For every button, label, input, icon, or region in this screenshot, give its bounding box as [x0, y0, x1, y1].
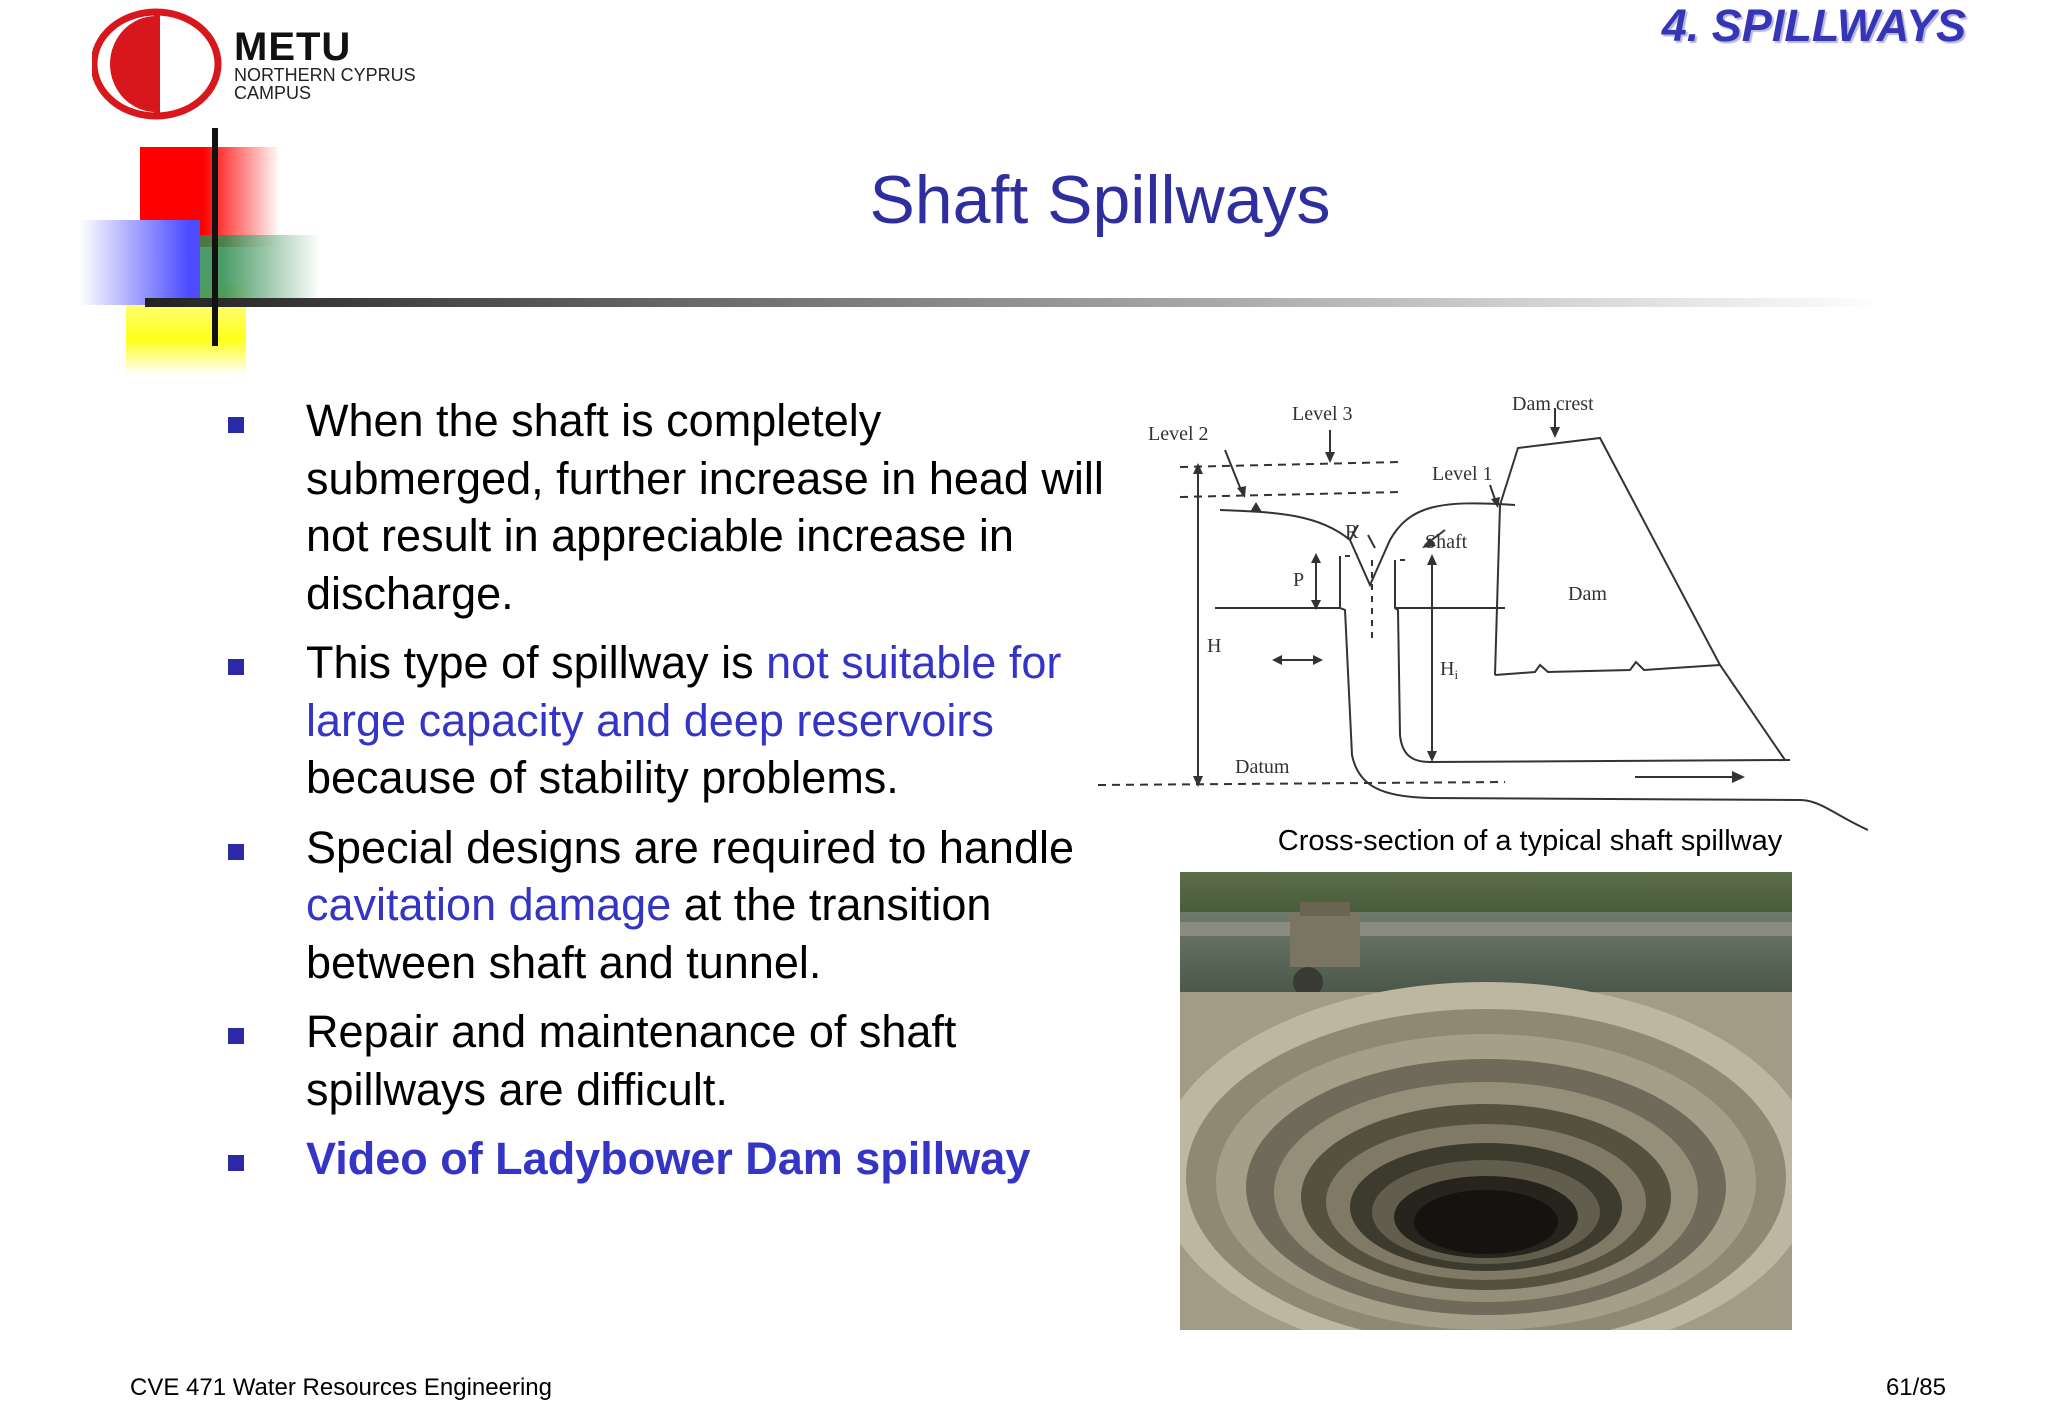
bullet-text: Repair and maintenance of shaft spillways are difficult. — [306, 1006, 957, 1115]
label-hi-sub: i — [1454, 667, 1459, 682]
bullet-text: When the shaft is completely submerged, further increase in head will not result in appreciable increase in discharge. — [306, 395, 1104, 619]
bullet-text: This type of spillway is — [306, 637, 767, 688]
spillway-photo-image — [1180, 872, 1792, 1330]
label-level3: Level 3 — [1292, 403, 1353, 425]
bullet-square-icon — [228, 844, 244, 860]
section-title: 4. SPILLWAYS — [1661, 0, 1966, 51]
label-dam-crest: Dam crest — [1512, 393, 1594, 415]
label-hi-main: H — [1440, 658, 1455, 680]
logo-text — [234, 25, 416, 103]
label-hi — [1440, 658, 1458, 682]
label-r: R — [1345, 521, 1359, 543]
footer-page-number: 61/85 — [1885, 1374, 1946, 1401]
label-h: H — [1207, 635, 1222, 657]
deco-green-square — [200, 235, 320, 305]
label-datum: Datum — [1235, 756, 1290, 778]
bullet-square-icon — [228, 1155, 244, 1171]
bullet-item — [228, 1003, 1108, 1118]
bullet-square-icon — [228, 659, 244, 675]
label-shaft: Shaft — [1425, 531, 1468, 553]
footer-course: CVE 471 Water Resources Engineering — [130, 1374, 552, 1401]
metu-emblem-icon — [92, 8, 232, 120]
metu-logo — [92, 8, 432, 120]
slide-title: Shaft Spillways — [869, 162, 1331, 238]
label-dam: Dam — [1568, 583, 1607, 605]
diagram-caption: Cross-section of a typical shaft spillway — [1277, 825, 1783, 857]
label-level2: Level 2 — [1148, 423, 1209, 445]
bullet-highlight: cavitation damage — [306, 879, 672, 930]
logo-name: METU — [234, 25, 352, 69]
bullet-item — [228, 819, 1108, 992]
bullet-item — [228, 392, 1108, 622]
bullet-text: at the transition between shaft and tunnel. — [306, 879, 992, 988]
bullet-square-icon — [228, 417, 244, 433]
bullet-item — [228, 1130, 1108, 1188]
bullet-item — [228, 634, 1108, 807]
bullet-text: Special designs are required to handle — [306, 821, 1075, 873]
bullet-list — [228, 392, 1108, 1200]
title-underline — [145, 298, 1885, 307]
video-link[interactable]: Video of Ladybower Dam spillway — [306, 1133, 1031, 1184]
label-p: P — [1293, 569, 1305, 591]
logo-line2: CAMPUS — [234, 83, 312, 103]
bullet-square-icon — [228, 1028, 244, 1044]
bullet-text: because of stability problems. — [306, 752, 899, 803]
bullet-highlight: not suitable for large capacity and deep reservoirs — [306, 637, 1062, 746]
logo-line1: NORTHERN CYPRUS — [234, 65, 416, 85]
label-level1: Level 1 — [1432, 463, 1493, 485]
ladybower-spillway-photo — [1180, 872, 1792, 1330]
shaft-spillway-diagram — [1090, 385, 1870, 845]
